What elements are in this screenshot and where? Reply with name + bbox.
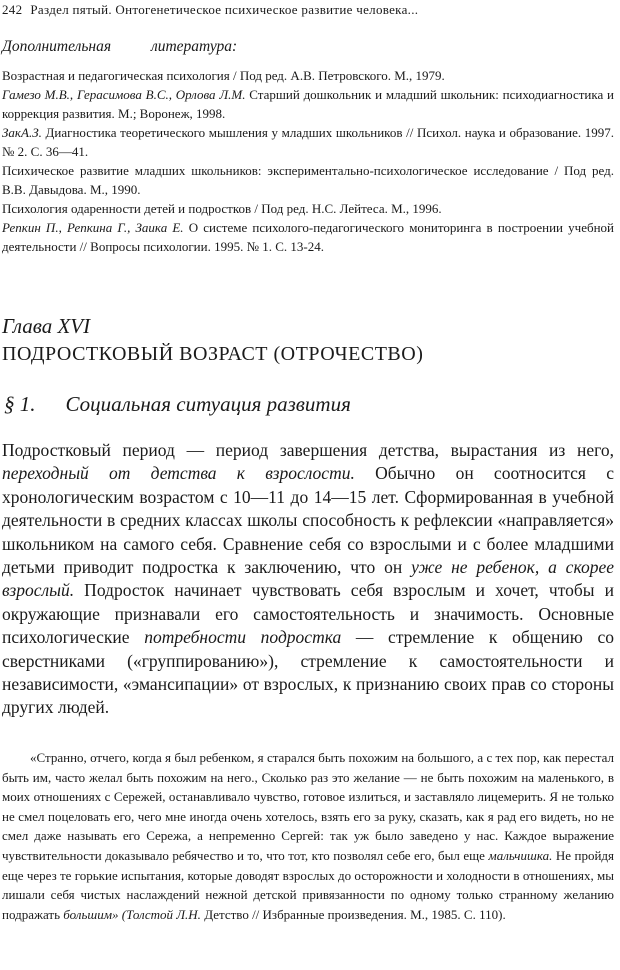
section-number: § 1. — [4, 392, 36, 416]
additional-literature-heading: Дополнительная литература: — [2, 38, 238, 55]
section-heading — [4, 392, 381, 417]
page-number: 242 — [2, 2, 23, 17]
reference-item: Репкин П., Репкина Г., Заика Е. О системе психолого-педагогического мониторинга в построении учебной деятельности // Вопросы психологии. 1995. № 1. С. 13-24. — [2, 220, 615, 254]
reference-item: Возрастная и педагогическая психология / Под ред. А.В. Петровского. М., 1979. — [2, 68, 445, 83]
section-title: Социальная ситуация развития — [65, 392, 351, 416]
reference-item: Гамезо М.В., Герасимова В.С., Орлова Л.М. Старший дошкольник и младший школьник: психодиагностика и коррекция развития. М.; Воронеж, 1998. — [2, 87, 614, 121]
reference-item: Психология одаренности детей и подростков / Под ред. Н.С. Лейтеса. М., 1996. — [2, 201, 442, 216]
reference-item: ЗакА.З. Диагностика теоретического мышления у младших школьников // Психол. наука и образование. 1997. № 2. С. 36—41. — [2, 125, 614, 159]
chapter-number: Глава XVI — [2, 314, 91, 338]
reference-list — [2, 66, 614, 256]
running-header — [2, 2, 418, 18]
chapter-title: ПОДРОСТКОВЫЙ ВОЗРАСТ (ОТРОЧЕСТВО) — [2, 343, 424, 365]
quotation: «Странно, отчего, когда я был ребенком, я старался быть похожим на большого, а с тех пор, как перестал быть им, часто желал быть похожим на него., Сколько раз это желание — не быть похожим на маленького, в моих отношениях с Сережей, останавливало чувство, готовое излиться, и заставляло лицемерить. Я не только не смел поцеловать его, чего мне иногда очень хотелось, взять его за руку, сказать, как я рад его видеть, но не смел даже называть его Сережа, а непременно Сергей: так уж было заведено у нас. Каждое выражение чувствительности доказывало ребячество и то, что тот, кто позволял себе его, был еще мальчишка. Не пройдя еще через те горькие испытания, которые доводят взрослых до осторожности и холодности в отношениях, мы лишали себя чистых наслаждений нежной детской привязанности по одному только странному желанию подражать большим» (Толстой Л.Н. Детство // Избранные произведения. М., 1985. С. 110). — [2, 750, 614, 922]
body-paragraph: Подростковый период — период завершения детства, вырастания из него, переходный от детства к взрослости. Обычно он соотносится с хронологическим возрастом с 10—11 до 14—15 лет. Сформированная в учебной деятельности в средних классах школы способность к рефлексии «направляется» школьником на самого себя. Сравнение себя со взрослыми и с более младшими детьми приводит подростка к заключению, что он уже не ребенок, а скорее взрослый. Подросток начинает чувствовать себя взрослым и хочет, чтобы и окружающие признавали его самостоятельность и значимость. Основные психологические потребности подростка — стремление к общению со сверстниками («группированию»), стремление к самостоятельности и независимости, «эмансипации» от взрослых, к признанию своих прав со стороны других людей. — [2, 440, 615, 718]
running-header-text: Раздел пятый. Онтогенетическое психическое развитие человека... — [30, 2, 419, 17]
reference-item: Психическое развитие младших школьников: экспериментально-психологическое исследование / Под ред. В.В. Давыдова. М., 1990. — [2, 163, 614, 197]
